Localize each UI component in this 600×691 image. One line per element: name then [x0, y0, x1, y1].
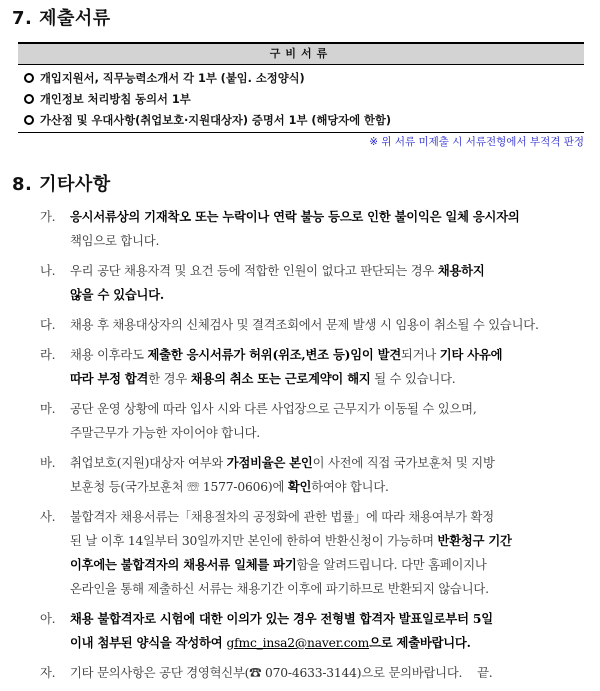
- item-text: 책임으로 합니다.: [70, 234, 160, 248]
- email-link[interactable]: gfmc_insa2@naver.com: [226, 636, 370, 650]
- item-emphasis: 이후에는 불합격자의 채용서류 일체를 파기: [70, 557, 297, 572]
- item-emphasis: 제출한 응시서류가 허위(위조,변조 등)임이 발견: [147, 347, 402, 362]
- item-text: 채용 이후라도: [70, 348, 148, 362]
- item-emphasis: 채용하지: [437, 263, 485, 278]
- disqualification-note: ※ 위 서류 미제출 시 서류전형에서 부적격 판정: [369, 136, 584, 148]
- item-text: 보훈청 등(국가보훈처 ☏ 1577-0606)에: [70, 480, 288, 494]
- item-emphasis: 채용의 취소 또는 근로계약이 해지: [190, 371, 371, 386]
- list-item-text: 개인정보 처리방침 동의서 1부: [40, 93, 191, 106]
- other-notes-list: [40, 205, 588, 691]
- item-emphasis: 으로 제출바랍니다.: [369, 635, 471, 650]
- item-marker: 라.: [40, 348, 56, 362]
- item-marker: 사.: [40, 510, 56, 524]
- item-text: 하여야 합니다.: [311, 480, 389, 494]
- item-marker: 가.: [40, 210, 56, 224]
- item-marker: 자.: [40, 666, 56, 680]
- item-marker: 나.: [40, 264, 56, 278]
- circle-bullet-icon: [24, 73, 34, 83]
- item-text: 함을 알려드립니다. 다만 홈페이지나: [296, 558, 487, 572]
- item-text: 응시서류상의 기재착오 또는 누락이나 연락 불능 등으로 인한 불이익은 일체 응시자의: [70, 209, 520, 224]
- list-item: [18, 68, 584, 89]
- section-8-title: 8. 기타사항: [12, 174, 111, 195]
- item-marker: 다.: [40, 318, 56, 332]
- item-emphasis: 따라 부정 합격: [70, 371, 149, 386]
- circle-bullet-icon: [24, 94, 34, 104]
- item-marker: 바.: [40, 456, 56, 470]
- table-header: 구비서류: [18, 44, 584, 65]
- list-item: [40, 313, 588, 337]
- item-emphasis: 확인: [287, 479, 312, 494]
- circle-bullet-icon: [24, 115, 34, 125]
- item-text: 온라인을 통해 제출하신 서류는 채용기간 이후에 파기하므로 반환되지 않습니다.: [70, 582, 489, 596]
- list-item: [40, 505, 588, 601]
- item-emphasis: 가점비율은 본인: [226, 455, 313, 470]
- item-marker: 마.: [40, 402, 56, 416]
- item-text: 불합격자 채용서류는「채용절차의 공정화에 관한 법률」에 따라 채용여부가 확정: [70, 510, 494, 524]
- list-item: [40, 205, 588, 253]
- required-documents-table: [18, 42, 584, 133]
- end-mark: 끝.: [477, 666, 493, 680]
- section-7-title: 7. 제출서류: [12, 8, 111, 29]
- item-emphasis: 이내 첨부된 양식을 작성하여: [70, 635, 227, 650]
- item-text: 되거나: [401, 348, 440, 362]
- list-item: [18, 89, 584, 110]
- item-text: 이 사전에 직접 국가보훈처 및 지방: [312, 456, 495, 470]
- list-item-text: 개입지원서, 직무능력소개서 각 1부 (붙임. 소정양식): [40, 72, 305, 85]
- list-item: [40, 259, 588, 307]
- item-text: 취업보호(지원)대상자 여부와: [70, 456, 227, 470]
- item-text: 주말근무가 가능한 자이어야 합니다.: [70, 426, 261, 440]
- item-emphasis: 않을 수 있습니다.: [70, 287, 164, 302]
- item-emphasis: 채용 불합격자로 시험에 대한 이의가 있는 경우 전형별 합격자 발표일로부터 5일: [70, 611, 493, 626]
- item-marker: 아.: [40, 612, 56, 626]
- list-item: [40, 661, 588, 685]
- item-text: 될 수 있습니다.: [370, 372, 456, 386]
- list-item: [40, 343, 588, 391]
- item-text: 된 날 이후 14일부터 30일까지만 본인에 한하여 반환신청이 가능하며: [70, 534, 438, 548]
- list-item: [40, 451, 588, 499]
- item-text: 기타 문의사항은 공단 경영혁신부(☎ 070-4633-3144)으로 문의바랍니다.: [70, 666, 463, 680]
- item-text: 채용 후 채용대상자의 신체검사 및 결격조회에서 문제 발생 시 임용이 취소될 수 있습니다.: [70, 318, 539, 332]
- item-text: 공단 운영 상황에 따라 입사 시와 다른 사업장으로 근무지가 이동될 수 있으며,: [70, 402, 477, 416]
- item-emphasis: 기타 사유에: [439, 347, 503, 362]
- list-item: [40, 397, 588, 445]
- item-emphasis: 반환청구 기간: [437, 533, 512, 548]
- item-text: 우리 공단 채용자격 및 요건 등에 적합한 인원이 없다고 판단되는 경우: [70, 264, 438, 278]
- list-item-text: 가산점 및 우대사항(취업보호·지원대상자) 증명서 1부 (해당자에 한함): [40, 114, 392, 127]
- list-item: [18, 110, 584, 131]
- list-item: [40, 607, 588, 655]
- item-text: 한 경우: [148, 372, 191, 386]
